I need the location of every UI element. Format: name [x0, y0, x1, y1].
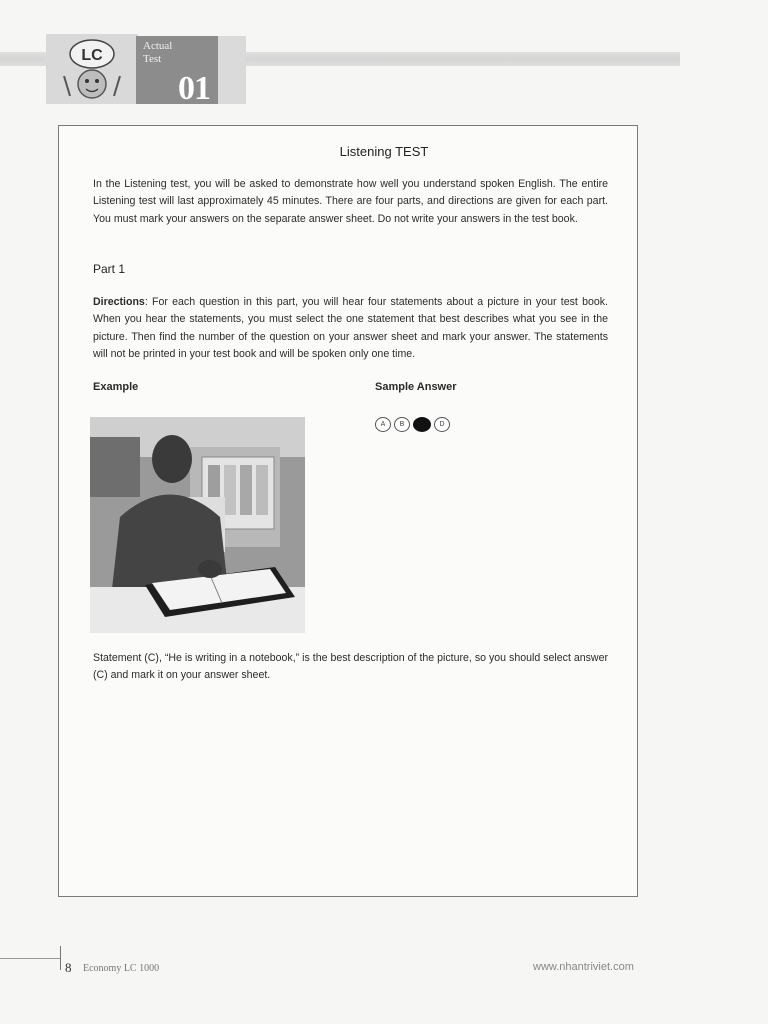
example-photo: [90, 417, 305, 633]
part-heading: Part 1: [93, 262, 126, 276]
badge-shade: [218, 36, 246, 104]
footer-rule: [0, 958, 60, 959]
mascot-text: LC: [81, 47, 103, 64]
directions-paragraph: [93, 294, 608, 363]
statement-paragraph: Statement (C), “He is writing in a notebook,” is the best description of the picture, so you should select answer (C) and mark it on your answer sheet.: [93, 652, 608, 682]
answer-bubble-c-selected: [413, 417, 431, 432]
book-title: Economy LC 1000: [83, 963, 160, 974]
badge-number: 01: [178, 70, 210, 107]
answer-bubble-a: A: [375, 417, 391, 432]
directions-label: Directions: [93, 296, 145, 308]
sample-answer-label: Sample Answer: [375, 381, 457, 393]
page-title: Listening TEST: [339, 144, 429, 159]
website-text: www.nhantriviet.com: [533, 961, 634, 973]
page-number: 8: [65, 960, 72, 975]
badge-line1: Actual: [143, 40, 173, 52]
badge-line2: Test: [143, 53, 162, 65]
answer-bubbles: [375, 417, 450, 432]
actual-test-badge: [136, 36, 218, 107]
intro-paragraph: In the Listening test, you will be asked to demonstrate how well you understand spoken English. The entire Listening test will last approximately 45 minutes. There are four parts, and directions are given for each part. You must mark your answers on the separate answer sheet. Do not write your answers in the test book.: [93, 178, 608, 225]
example-label: Example: [93, 381, 139, 393]
lc-mascot-logo: [46, 34, 138, 104]
answer-bubble-d: D: [434, 417, 450, 432]
directions-text: : For each question in this part, you will hear four statements about a picture in your test book. When you hear the statements, you must select the one statement that best describes what you see in the picture. Then find the number of the question on your answer sheet and mark your answer. The statements will not be printed in your test book and will be spoken only one time.: [93, 296, 608, 360]
answer-bubble-b: B: [394, 417, 410, 432]
footer-tick: [60, 946, 61, 970]
